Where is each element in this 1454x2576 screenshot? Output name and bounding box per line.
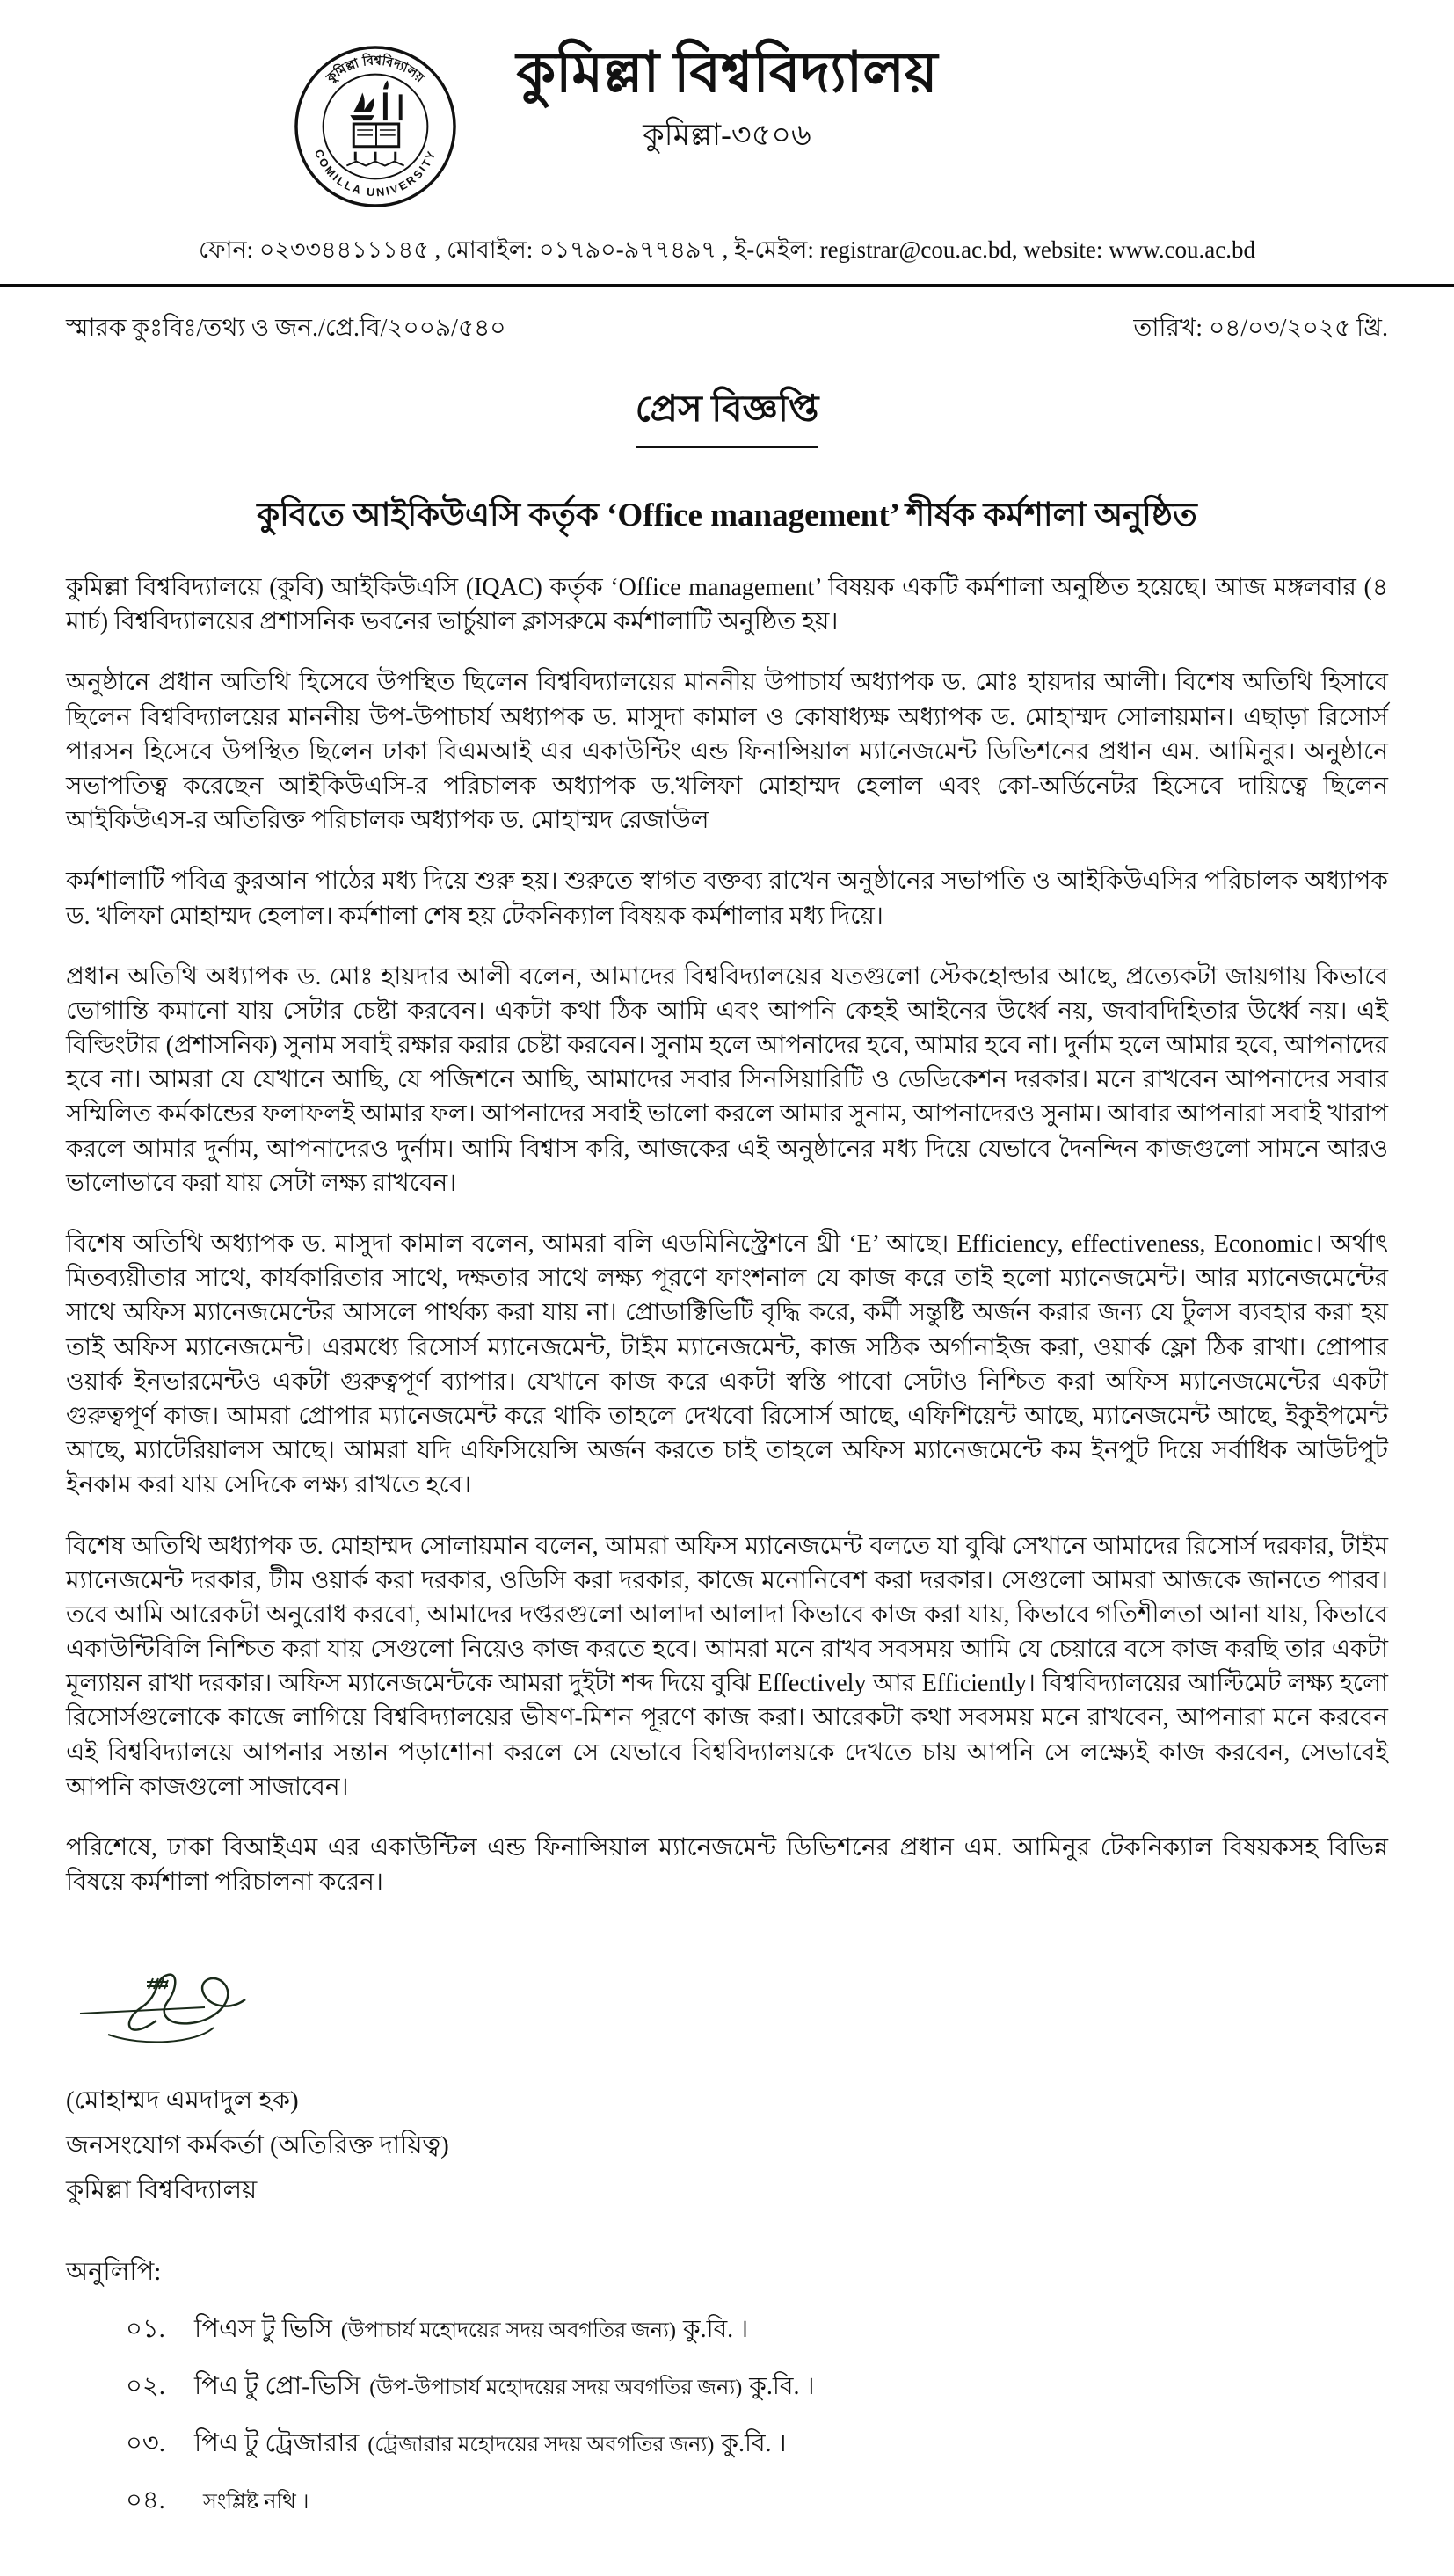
copies-heading: অনুলিপি: [66,2257,162,2286]
university-name: কুমিল্লা বিশ্ববিদ্যালয় [516,41,938,104]
copy-item-label: পিএ টু ট্রেজারার [194,2428,360,2457]
letterhead [66,33,1388,220]
header-divider [0,284,1454,287]
copy-item-number: ০৩. [126,2428,165,2457]
copy-item-3 [66,2423,1388,2466]
headline: কুবিতে আইকিউএসি কর্তৃক ‘Office management’ শীর্ষক কর্মশালা অনুষ্ঠিত [257,497,1197,533]
copy-item-4 [66,2480,1388,2523]
paragraph-3: কর্মশালাটি পবিত্র কুরআন পাঠের মধ্য দিয়ে শুরু হয়। শুরুতে স্বাগত বক্তব্য রাখেন অনুষ্ঠানের সভাপতি ও আইকিউএসির পরিচালক অধ্যাপক ড. খলিফা মোহাম্মদ হেলাল। কর্মশালা শেষ হয় টেকনিক্যাল বিষয়ক কর্মশালার মধ্য দিয়ে। [66,867,1388,930]
paragraph-5: বিশেষ অতিথি অধ্যাপক ড. মাসুদা কামাল বলেন, আমরা বলি এডমিনিস্ট্রেশনে থ্রী ‘E’ আছে। Efficiency, effectiveness, Economic। অর্থাৎ মিতব্যয়ীতার সাথে, কার্যকারিতার সাথে, দক্ষতার সাথে লক্ষ্য পূরণে ফাংশনাল যে কাজ করে তাই হলো ম্যানেজমেন্ট। আর ম্যানেজমেন্টের সাথে অফিস ম্যানেজমেন্টের আসলে পার্থক্য করা যায় না। প্রোডাক্টিভিটি বৃদ্ধি করে, কর্মী সন্তুষ্টি অর্জন করার জন্য যে টুলস ব্যবহার করা হয় তাই অফিস ম্যানেজমেন্ট। এরমধ্যে রিসোর্স ম্যানেজমেন্ট, টাইম ম্যানেজমেন্ট, কাজ সঠিক অর্গানাইজ করা, ওয়ার্ক ফ্লো ঠিক রাখা। প্রোপার ওয়ার্ক ইনভারমেন্টও একটা গুরুত্বপূর্ণ ব্যাপার। যেখানে কাজ করে একটা স্বস্তি পাবো সেটাও নিশ্চিত করা অফিস ম্যানেজমেন্টের একটা গুরুত্বপূর্ণ কাজ। আমরা প্রোপার ম্যানেজমেন্ট করে থাকি তাহলে দেখবো রিসোর্স আছে, এফিশিয়েন্ট আছে, ম্যানেজমেন্ট আছে, ইকুইপমেন্ট আছে, ম্যাটেরিয়ালস আছে। আমরা যদি এফিসিয়েন্সি অর্জন করতে চাই তাহলে অফিস ম্যানেজমেন্টে কম ইনপুট দিয়ে সর্বাধিক আউটপুট ইনকাম করা যায় সেদিকে লক্ষ্য রাখতে হবে। [66,1230,1388,1499]
body-text [66,570,1388,1899]
copy-item-note: (উপ-উপাচার্য মহোদয়ের সদয় অবগতির জন্য) [369,2376,743,2399]
copy-item-note: (উপাচার্য মহোদয়ের সদয় অবগতির জন্য) [340,2318,676,2342]
copy-item-1 [66,2309,1388,2352]
paragraph-4: প্রধান অতিথি অধ্যাপক ড. মোঃ হায়দার আলী বলেন, আমাদের বিশ্ববিদ্যালয়ের যতগুলো স্টেকহোল্ডার আছে, প্রত্যেকটা জায়গায় কিভাবে ভোগান্তি কমানো যায় সেটার চেষ্টা করবেন। একটা কথা ঠিক আমি এবং আপনি কেহই আইনের উর্ধ্বে নয়, জবাবদিহিতার উর্ধ্বে নয়। এই বিল্ডিংটার (প্রশাসনিক) সুনাম সবাই রক্ষার করার চেষ্টা করবেন। সুনাম হলে আপনাদের হবে, আমার হবে না। দুর্নাম হলে আমার হবে, আপনাদের হবে না। আমরা যে যেখানে আছি, যে পজিশনে আছি, আমাদের সবার সিনসিয়ারিটি ও ডেডিকেশন দরকার। মনে রাখবেন আপনাদের সবার সম্মিলিত কর্মকান্ডের ফলাফলই আমার ফল। আপনাদের সবাই ভালো করলে আমার সুনাম, আপনাদেরও সুনাম। আবার আপনারা সবাই খারাপ করলে আমার দুর্নাম, আপনাদেরও দুর্নাম। আমি বিশ্বাস করি, আজকের এই অনুষ্ঠানের মধ্য দিয়ে যেভাবে দৈনন্দিন কাজগুলো সামনে আরও ভালোভাবে করা যায় সেটা লক্ষ্য রাখবেন। [66,962,1388,1197]
contact-line: ফোন: ০২৩৩৪৪১১১৪৫ , মোবাইল: ০১৭৯০-৯৭৭৪৯৭ , ই-মেইল: registrar@cou.ac.bd, website: www.cou.ac.bd [198,236,1256,263]
paragraph-1: কুমিল্লা বিশ্ববিদ্যালয়ে (কুবি) আইকিউএসি (IQAC) কর্তৃক ‘Office management’ বিষয়ক একটি কর্মশালা অনুষ্ঠিত হয়েছে। আজ মঙ্গলবার (৪ মার্চ) বিশ্ববিদ্যালয়ের প্রশাসনিক ভবনের ভার্চুয়াল ক্লাসরুমে কর্মশালাটি অনুষ্ঠিত হয়। [66,574,1388,636]
signatory-designation: জনসংযোগ কর্মকর্তা (অতিরিক্ত দায়িত্ব) [66,2131,449,2160]
copies-list [66,2309,1388,2523]
copy-item-suffix: কু.বি. । [721,2429,787,2457]
university-logo [293,44,458,209]
copy-item-number: ০২. [126,2371,165,2400]
memo-date: তারিখ: ০৪/০৩/২০২৫ খ্রি. [1133,315,1388,342]
seal-bottom-text: COMILLA UNIVERSITY [311,147,440,200]
copy-item-note: (ট্রেজারার মহোদয়ের সদয় অবগতির জন্য) [367,2433,715,2456]
signature-block [66,1959,1388,2212]
shapla-flower-shape [353,92,374,112]
university-seal-icon [293,44,458,209]
copy-item-suffix: কু.বি. । [749,2372,815,2400]
copy-item-2 [66,2366,1388,2409]
signatory-organization: কুমিল্লা বিশ্ববিদ্যালয় [66,2175,258,2204]
copy-item-number: ০৪. [126,2485,165,2514]
press-release-title: প্রেস বিজ্ঞপ্তি [636,380,819,448]
copy-item-note: সংশ্লিষ্ট নথি । [203,2490,309,2514]
copy-item-number: ০১. [126,2314,165,2343]
copy-item-label: পিএস টু ভিসি [194,2314,332,2343]
paragraph-7: পরিশেষে, ঢাকা বিআইএম এর একাউন্টিল এন্ড ফিনান্সিয়াল ম্যানেজমেন্ট ডিভিশনের প্রধান এম. আমিনুর টেকনিক্যাল বিষয়কসহ বিভিন্ন বিষয়ে কর্মশালা পরিচালনা করেন। [66,1834,1388,1897]
copy-item-suffix: কু.বি. । [682,2315,749,2343]
signature-image [73,1959,363,2056]
paragraph-2: অনুষ্ঠানে প্রধান অতিথি হিসেবে উপস্থিত ছিলেন বিশ্ববিদ্যালয়ের মাননীয় উপাচার্য অধ্যাপক ড. মোঃ হায়দার আলী। বিশেষ অতিথি হিসাবে ছিলেন বিশ্ববিদ্যালয়ের মাননীয় উপ-উপাচার্য অধ্যাপক ড. মাসুদা কামাল ও কোষাধ্যক্ষ অধ্যাপক ড. মোহাম্মদ সোলায়মান। এছাড়া রিসোর্স পারসন হিসেবে উপস্থিত ছিলেন ঢাকা বিএমআই এর একাউন্টিং এন্ড ফিনান্সিয়াল ম্যানেজমেন্ট ডিভিশনের প্রধান এম. আমিনুর। অনুষ্ঠানে সভাপতিত্ব করেছেন আইকিউএসি-র পরিচালক অধ্যাপক ড.খলিফা মোহাম্মদ হেলাল এবং কো-অর্ডিনেটর হিসেবে দায়িত্বে ছিলেন আইকিউএস-র অতিরিক্ত পরিচালক অধ্যাপক ড. মোহাম্মদ রেজাউল [66,669,1388,835]
university-location: কুমিল্লা-৩৫০৬ [643,117,811,152]
copy-item-label: পিএ টু প্রো-ভিসি [194,2371,361,2400]
memo-number: স্মারক কুঃবিঃ/তথ্য ও জন./প্রে.বি/২০০৯/৫৪০ [66,315,506,342]
signatory-name: (মোহাম্মদ এমদাদুল হক) [66,2086,299,2115]
seal-top-text: কুমিল্লা বিশ্ববিদ্যালয় [324,54,427,86]
memo-row [66,308,1388,350]
paragraph-6: বিশেষ অতিথি অধ্যাপক ড. মোহাম্মদ সোলায়মান বলেন, আমরা অফিস ম্যানেজমেন্ট বলতে যা বুঝি সেখানে আমাদের রিসোর্স দরকার, টাইম ম্যানেজমেন্ট দরকার, টীম ওয়ার্ক করা দরকার, ওডিসি করা দরকার, কাজে মনোনিবেশ করা দরকার। সেগুলো আমরা আজকে জানতে পারব। তবে আমি আরেকটা অনুরোধ করবো, আমাদের দপ্তরগুলো আলাদা আলাদা কিভাবে কাজ করা যায়, কিভাবে গতিশীলতা আনা যায়, কিভাবে একাউন্টিবিলি নিশ্চিত করা যায় সেগুলো নিয়েও কাজ করতে হবে। আমরা মনে রাখব সবসময় আমি যে চেয়ারে বসে কাজ করছি তার একটা মূল্যায়ন রাখা দরকার। অফিস ম্যানেজমেন্টকে আমরা দুইটা শব্দ দিয়ে বুঝি Effectively আর Efficiently। বিশ্ববিদ্যালয়ের আল্টিমেট লক্ষ্য হলো রিসোর্সগুলোকে কাজে লাগিয়ে বিশ্ববিদ্যালয়ের ভীষণ-মিশন পূরণে কাজ করা। আরেকটা কথা সবসময় মনে রাখবেন, আপনারা মনে করবেন এই বিশ্ববিদ্যালয়ে আপনার সন্তান পড়াশোনা করলে সে যেভাবে বিশ্ববিদ্যালয়কে দেখতে চায় আপনি সে লক্ষ্যেই কাজ করবেন, সেভাবেই আপনি কাজগুলো সাজাবেন। [66,1532,1388,1801]
copies-section [66,2252,1388,2523]
